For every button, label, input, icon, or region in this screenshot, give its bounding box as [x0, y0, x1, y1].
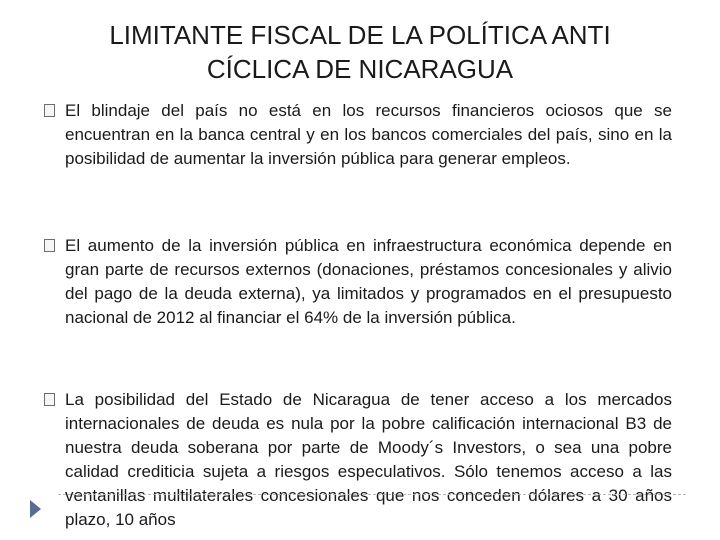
bullet-item [44, 99, 672, 171]
bullet-text: El blindaje del país no está en los recursos financieros ociosos que se encuentran en la banca central y en los bancos comerciales del país, sino en la posibilidad de aumentar la inversión pública para generar empleos. [65, 101, 672, 168]
bullet-box-icon [44, 393, 55, 406]
footer-divider [58, 494, 686, 495]
bullet-text: El aumento de la inversión pública en infraestructura económica depende en gran parte de recursos externos (donaciones, préstamos concesionales y alivio del pago de la deuda externa), ya limitados y programados en el presupuesto nacional de 2012 al financiar el 64% de la inversión pública. [65, 236, 672, 327]
slide-title [60, 18, 660, 86]
slide-title-line-2: CÍCLICA DE NICARAGUA [206, 54, 514, 84]
bullet-item [44, 388, 672, 532]
bullet-box-icon [44, 104, 55, 117]
slide-title-line-1: LIMITANTE FISCAL DE LA POLÍTICA ANTI [109, 20, 611, 50]
next-slide-arrow-icon[interactable] [30, 500, 41, 518]
bullet-text: La posibilidad del Estado de Nicaragua de tener acceso a los mercados internacionales de deuda es nula por la pobre calificación internacional B3 de nuestra deuda soberana por parte de Moody´s Investors, o sea una pobre calidad crediticia sujeta a riesgos especulativos. Sólo tenemos acceso a las ventanillas multilaterales concesionales que nos conceden dólares a 30 años plazo, 10 años [65, 390, 672, 529]
bullet-box-icon [44, 239, 55, 252]
bullet-item [44, 234, 672, 330]
